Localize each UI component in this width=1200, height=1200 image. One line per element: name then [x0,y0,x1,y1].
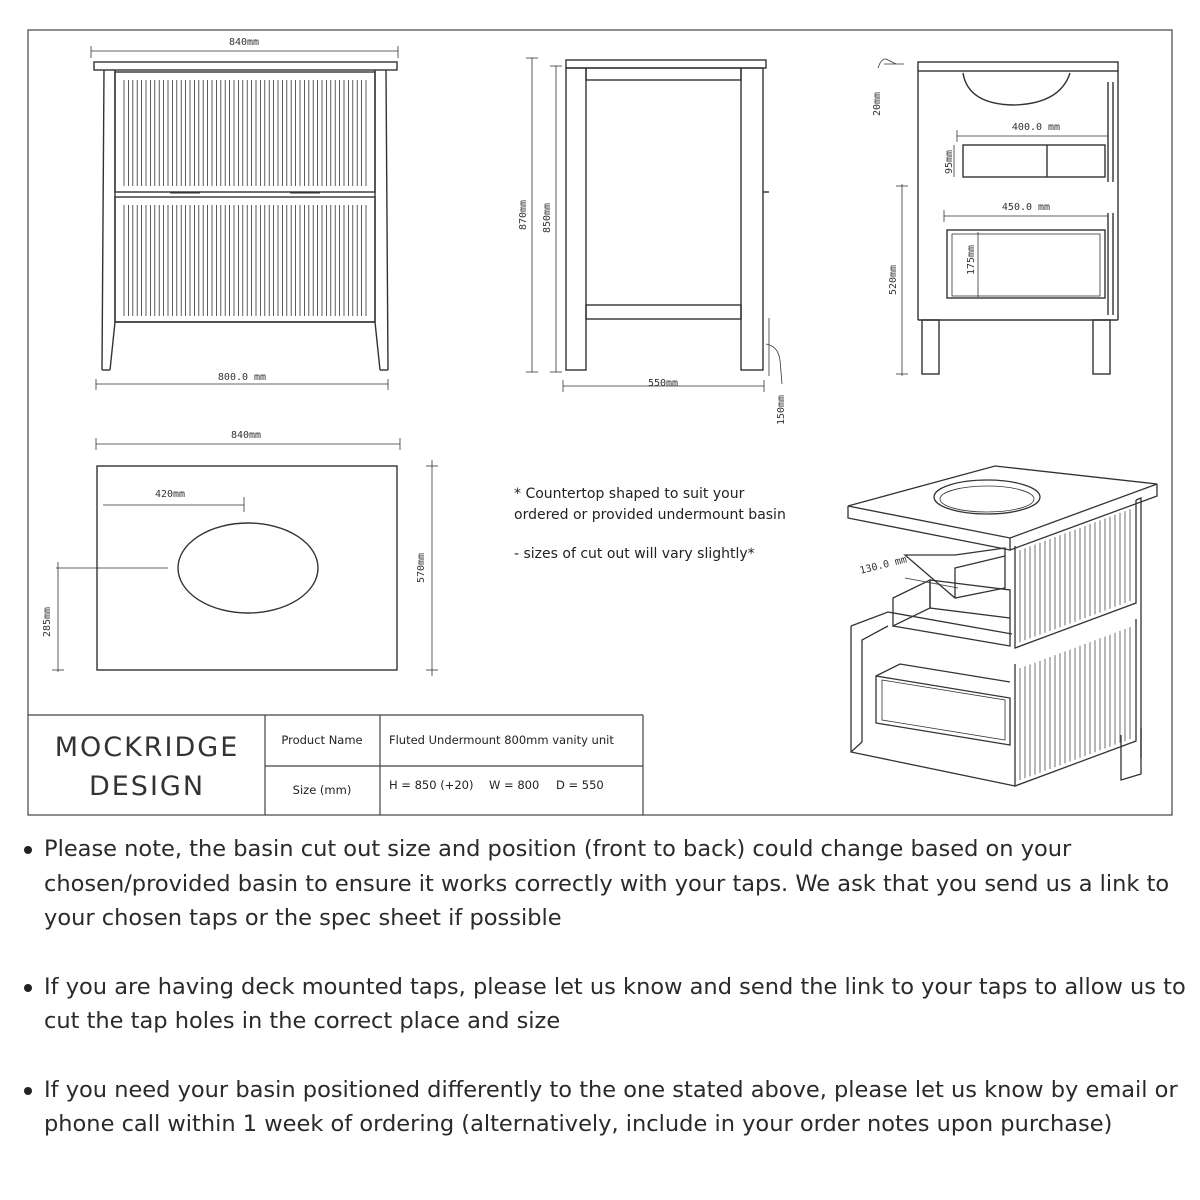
top-basin-offset-label: 420mm [154,489,186,500]
brand-name-line-2: DESIGN [88,771,206,802]
side-depth-label: 550mm [647,378,679,389]
side-view [526,58,782,392]
side-body-height-label: 850mm [542,202,553,234]
countertop-note-line-2: ordered or provided undermount basin [514,507,786,523]
note-item: If you are having deck mounted taps, please let us know and send the link to your taps to allow us to cut the tap holes in the correct place and size [18,970,1190,1039]
countertop-note-line-3: - sizes of cut out will vary slightly* [514,546,755,562]
front-top-width-label: 840mm [228,37,260,48]
size-depth-value: D = 550 [556,778,604,792]
notes-list [18,832,1190,1176]
section-top-thickness-label: 20mm [872,91,883,117]
product-name-value: Fluted Undermount 800mm vanity unit [389,733,614,747]
front-view [91,46,398,390]
section-view [878,59,1118,376]
brand-name-line-1: MOCKRIDGE [54,732,240,763]
side-leg-height-label: 150mm [776,394,787,426]
isometric-view [848,466,1157,786]
size-label: Size (mm) [292,783,352,797]
top-view [52,438,438,676]
section-lower-drawer-height-label: 175mm [966,244,977,276]
top-width-label: 840mm [230,430,262,441]
top-basin-depth-offset-label: 285mm [42,606,53,638]
note-item: If you need your basin positioned differently to the one stated above, please let us know by email or phone call within 1 week of ordering (alternatively, include in your order notes upon purchase) [18,1073,1190,1142]
size-width-value: W = 800 [489,778,540,792]
front-bottom-width-label: 800.0 mm [217,372,267,383]
isometric-drawer-label: 130.0 mm [858,554,909,577]
top-depth-label: 570mm [416,552,427,584]
size-height-value: H = 850 (+20) [389,778,474,792]
section-base-height-label: 520mm [888,264,899,296]
section-upper-drawer-width-label: 400.0 mm [1011,122,1061,133]
product-name-label: Product Name [281,733,363,747]
countertop-note-line-1: * Countertop shaped to suit your [514,486,745,502]
section-lower-drawer-width-label: 450.0 mm [1001,202,1051,213]
sheet-border [28,30,1172,815]
side-total-height-label: 870mm [518,199,529,231]
section-upper-drawer-height-label: 95mm [944,149,955,175]
note-item: Please note, the basin cut out size and position (front to back) could change based on your chosen/provided basin to ensure it works correctly with your taps. We ask that you send us a link to your chosen taps or the spec sheet if possible [18,832,1190,936]
